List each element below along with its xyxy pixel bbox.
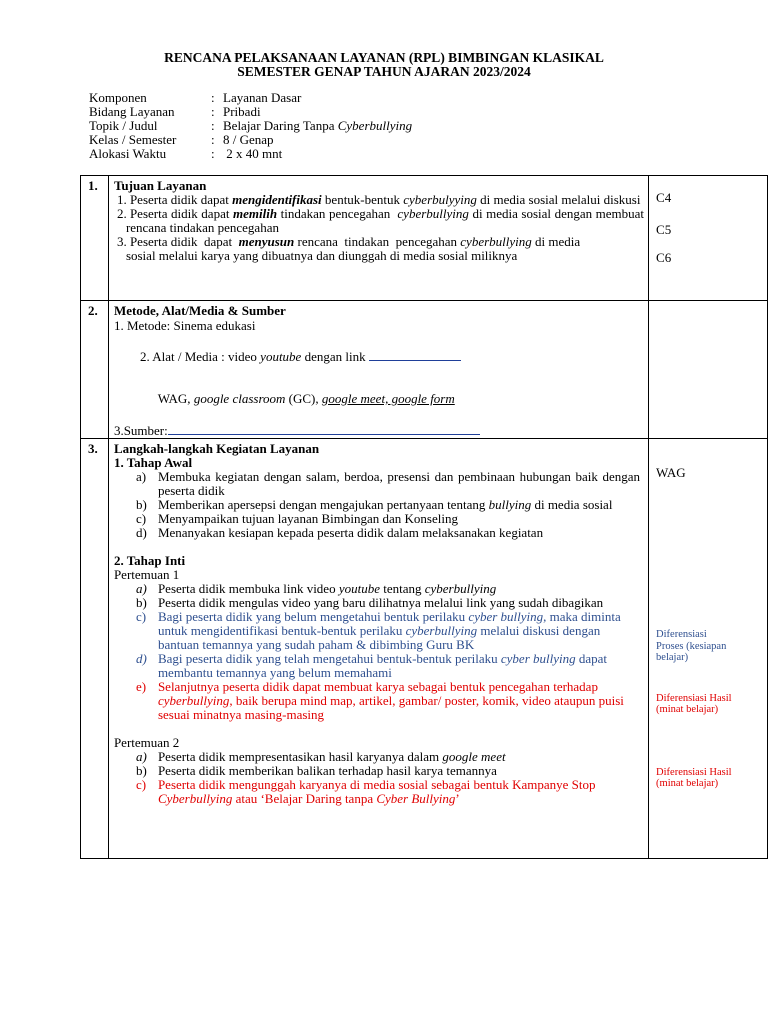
- langkah-cell: [108, 439, 648, 859]
- info-key: Bidang Layanan: [89, 104, 175, 119]
- list-item: b) Peserta didik mengulas video yang baru dilihatnya melalui link yang sudah dibagikan: [135, 595, 604, 610]
- info-key: Topik / Judul: [89, 118, 158, 133]
- row-number: 3.: [81, 439, 109, 859]
- info-value: 2 x 40 mnt: [223, 146, 283, 161]
- identity-block: [89, 91, 412, 161]
- kompetensi-cell: [649, 176, 768, 301]
- code-label: C6: [656, 250, 672, 265]
- alat-line: 2. Alat / Media : video youtube dengan link: [114, 336, 644, 378]
- link-blank[interactable]: [369, 350, 461, 361]
- sumber-line: 3.Sumber:: [114, 424, 644, 438]
- code-label: C4: [656, 190, 672, 205]
- google-meet-form-link[interactable]: google meet, google form: [321, 391, 455, 406]
- document-title-line1: RENCANA PELAKSANAAN LAYANAN (RPL) BIMBINGAN KLASIKAL: [164, 50, 604, 65]
- info-row-bidang: [89, 105, 412, 119]
- info-value: Layanan Dasar: [223, 90, 302, 105]
- tujuan-cell: [108, 176, 648, 301]
- section-heading: Langkah-langkah Kegiatan Layanan: [113, 441, 320, 456]
- info-colon: :: [211, 146, 215, 161]
- table-row-langkah: [81, 439, 768, 859]
- row-number: 1.: [81, 176, 109, 301]
- diferensiasi-proses-label: Diferensiasi Proses (kesiapan belajar): [656, 629, 727, 663]
- diferensiasi-hasil-label: Diferensiasi Hasil (minat belajar): [656, 692, 732, 715]
- list-item: 3. Peserta didik dapat menyusun rencana tindakan pencegahan cyberbullying di media sosial melalui karya yang dibuatnya dan diunggah di media sosial miliknya: [116, 234, 581, 263]
- list-item: c) Bagi peserta didik yang belum mengetahui bentuk perilaku cyber bullying, maka diminta untuk mengidentifikasi bentuk-bentuk perilaku cyberbullying melalui diskusi dengan bantuan temannya yang sudah paham & dibimbing Guru BK: [135, 609, 621, 652]
- keterangan-cell: [649, 439, 768, 859]
- list-item: e) Selanjutnya peserta didik dapat membuat karya sebagai bentuk pencegahan terhadap cyberbullying, baik berupa mind map, artikel, gambar/ poster, komik, video ataupun puisi sesuai minatnya masing-masing: [135, 679, 624, 722]
- info-key: Alokasi Waktu: [89, 146, 167, 161]
- table-row-tujuan: [81, 176, 768, 301]
- info-colon: :: [211, 118, 215, 133]
- info-row-kelas: [89, 133, 412, 147]
- document-title-line2: SEMESTER GENAP TAHUN AJARAN 2023/2024: [237, 64, 531, 79]
- info-value: 8 / Genap: [223, 132, 274, 147]
- code-label: C5: [656, 222, 672, 237]
- info-row-topik: [89, 119, 412, 133]
- section-heading: Tujuan Layanan: [113, 178, 207, 193]
- tahap-inti-heading: 2. Tahap Inti: [113, 553, 186, 568]
- wag-label: WAG: [656, 465, 686, 480]
- list-item: d) Menanyakan kesiapan kepada peserta didik dalam melaksanakan kegiatan: [135, 525, 544, 540]
- section-heading: Metode, Alat/Media & Sumber: [113, 303, 286, 318]
- list-item: a) Membuka kegiatan dengan salam, berdoa, presensi dan pembinaan hubungan baik dengan peserta didik: [135, 469, 641, 498]
- info-row-komponen: [89, 91, 412, 105]
- list-item: c) Peserta didik mengunggah karyanya di media sosial sebagai bentuk Kampanye Stop Cyberbullying atau ‘Belajar Daring tanpa Cyber Bullying’: [135, 777, 596, 806]
- tahap-awal-heading: 1. Tahap Awal: [113, 455, 193, 470]
- info-key: Komponen: [89, 90, 147, 105]
- list-item: a) Peserta didik membuka link video youtube tentang cyberbullying: [135, 581, 497, 596]
- table-row-metode: [81, 301, 768, 439]
- info-value: Belajar Daring Tanpa Cyberbullying: [223, 118, 413, 133]
- list-item: 1. Peserta didik dapat mengidentifikasi bentuk-bentuk cyberbulyying di media sosial melalui diskusi: [116, 192, 641, 207]
- rpl-table: [80, 175, 768, 859]
- list-item: b) Memberikan apersepsi dengan mengajukan pertanyaan tentang bullying di media sosial: [135, 497, 613, 512]
- list-item: d) Bagi peserta didik yang telah mengetahui bentuk-bentuk perilaku cyber bullying dapat membantu temannya yang belum memahami: [135, 651, 608, 680]
- pertemuan-2-label: Pertemuan 2: [113, 735, 180, 750]
- empty-note-cell: [649, 301, 768, 439]
- list-item: b) Peserta didik memberikan balikan terhadap hasil karya temannya: [135, 763, 497, 778]
- sumber-blank[interactable]: [168, 424, 480, 435]
- list-item: 2. Peserta didik dapat memilih tindakan pencegahan cyberbullying di media sosial dengan membuat rencana tindakan pencegahan: [116, 206, 645, 235]
- info-value: Pribadi: [223, 104, 261, 119]
- list-item: c) Menyampaikan tujuan layanan Bimbingan dan Konseling: [135, 511, 458, 526]
- info-colon: :: [211, 104, 215, 119]
- diferensiasi-hasil-label-2: Diferensiasi Hasil (minat belajar): [656, 766, 732, 789]
- metode-cell: [108, 301, 648, 439]
- pertemuan-1-label: Pertemuan 1: [113, 567, 180, 582]
- info-row-alokasi: [89, 147, 412, 161]
- info-key: Kelas / Semester: [89, 132, 177, 147]
- row-number: 2.: [81, 301, 109, 439]
- media-line: WAG, google classroom (GC), google meet, google form: [157, 391, 455, 406]
- metode-line: 1. Metode: Sinema edukasi: [113, 318, 256, 333]
- info-colon: :: [211, 132, 215, 147]
- list-item: a) Peserta didik mempresentasikan hasil karyanya dalam google meet: [135, 749, 506, 764]
- info-colon: :: [211, 90, 215, 105]
